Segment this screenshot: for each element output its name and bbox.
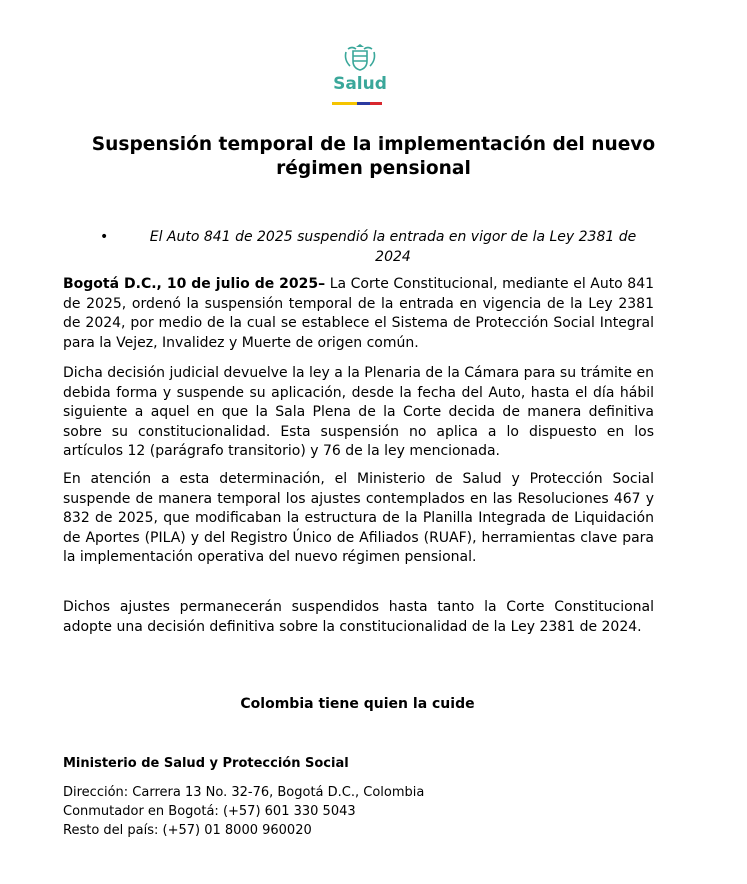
bullet-icon: •: [100, 229, 109, 245]
phone-national: Resto del país: (+57) 01 8000 960020: [63, 823, 312, 838]
phone-bogota: Conmutador en Bogotá: (+57) 601 330 5043: [63, 804, 356, 819]
paragraph-4: Dichos ajustes permanecerán suspendidos hasta tanto la Corte Constitucional adopte una decisión definitiva sobre la constitucionalidad de la Ley 2381 de 2024.: [63, 599, 654, 635]
slogan: Colombia tiene quien la cuide: [240, 696, 475, 712]
title-line-2: régimen pensional: [276, 158, 471, 179]
flag-yellow: [332, 102, 357, 105]
flag-blue: [357, 102, 370, 105]
flag-bar: [332, 102, 382, 105]
colombian-coat-of-arms-icon: [320, 40, 400, 74]
flag-red: [370, 102, 383, 105]
paragraph-1-text: La Corte Constitucional, mediante el Auto 841 de 2025, ordenó la suspensión temporal de la entrada en vigencia de la Ley 2381 de 2024, por medio de la cual se establece el Sistema de Protección Social Integral para la Vejez, Invalidez y Muerte de origen común.: [63, 276, 655, 351]
paragraph-3: En atención a esta determinación, el Ministerio de Salud y Protección Social suspende de manera temporal los ajustes contemplados en las Resoluciones 467 y 832 de 2025, que modificaban la estructura de la Planilla Integrada de Liquidación de Aportes (PILA) y del Registro Único de Afiliados (RUAF), herramientas clave para la implementación operativa del nuevo régimen pensional.: [63, 471, 654, 565]
bullet-line-1: El Auto 841 de 2025 suspendió la entrada en vigor de la Ley 2381 de: [149, 229, 637, 245]
paragraph-2: Dicha decisión judicial devuelve la ley a la Plenaria de la Cámara para su trámite en debida forma y suspende su aplicación, desde la fecha del Auto, hasta el día hábil siguiente a aquel en que la Sala Plena de la Corte decida de manera definitiva sobre su constitucionalidad. Esta suspensión no aplica a lo dispuesto en los artículos 12 (parágrafo transitorio) y 76 de la ley mencionada.: [63, 365, 654, 459]
dateline: Bogotá D.C., 10 de julio de 2025–: [63, 276, 326, 292]
paragraph-1: [63, 275, 654, 353]
bullet-text: [126, 228, 660, 267]
summary-bullet: [100, 228, 660, 267]
salud-logo: [320, 40, 428, 110]
page-title: [60, 133, 687, 181]
address: Dirección: Carrera 13 No. 32-76, Bogotá D.C., Colombia: [63, 785, 425, 800]
title-line-1: Suspensión temporal de la implementación del nuevo: [91, 134, 656, 155]
bullet-line-2: 2024: [375, 248, 411, 265]
logo-text: Salud: [333, 74, 387, 94]
organization-name: Ministerio de Salud y Protección Social: [63, 756, 349, 771]
